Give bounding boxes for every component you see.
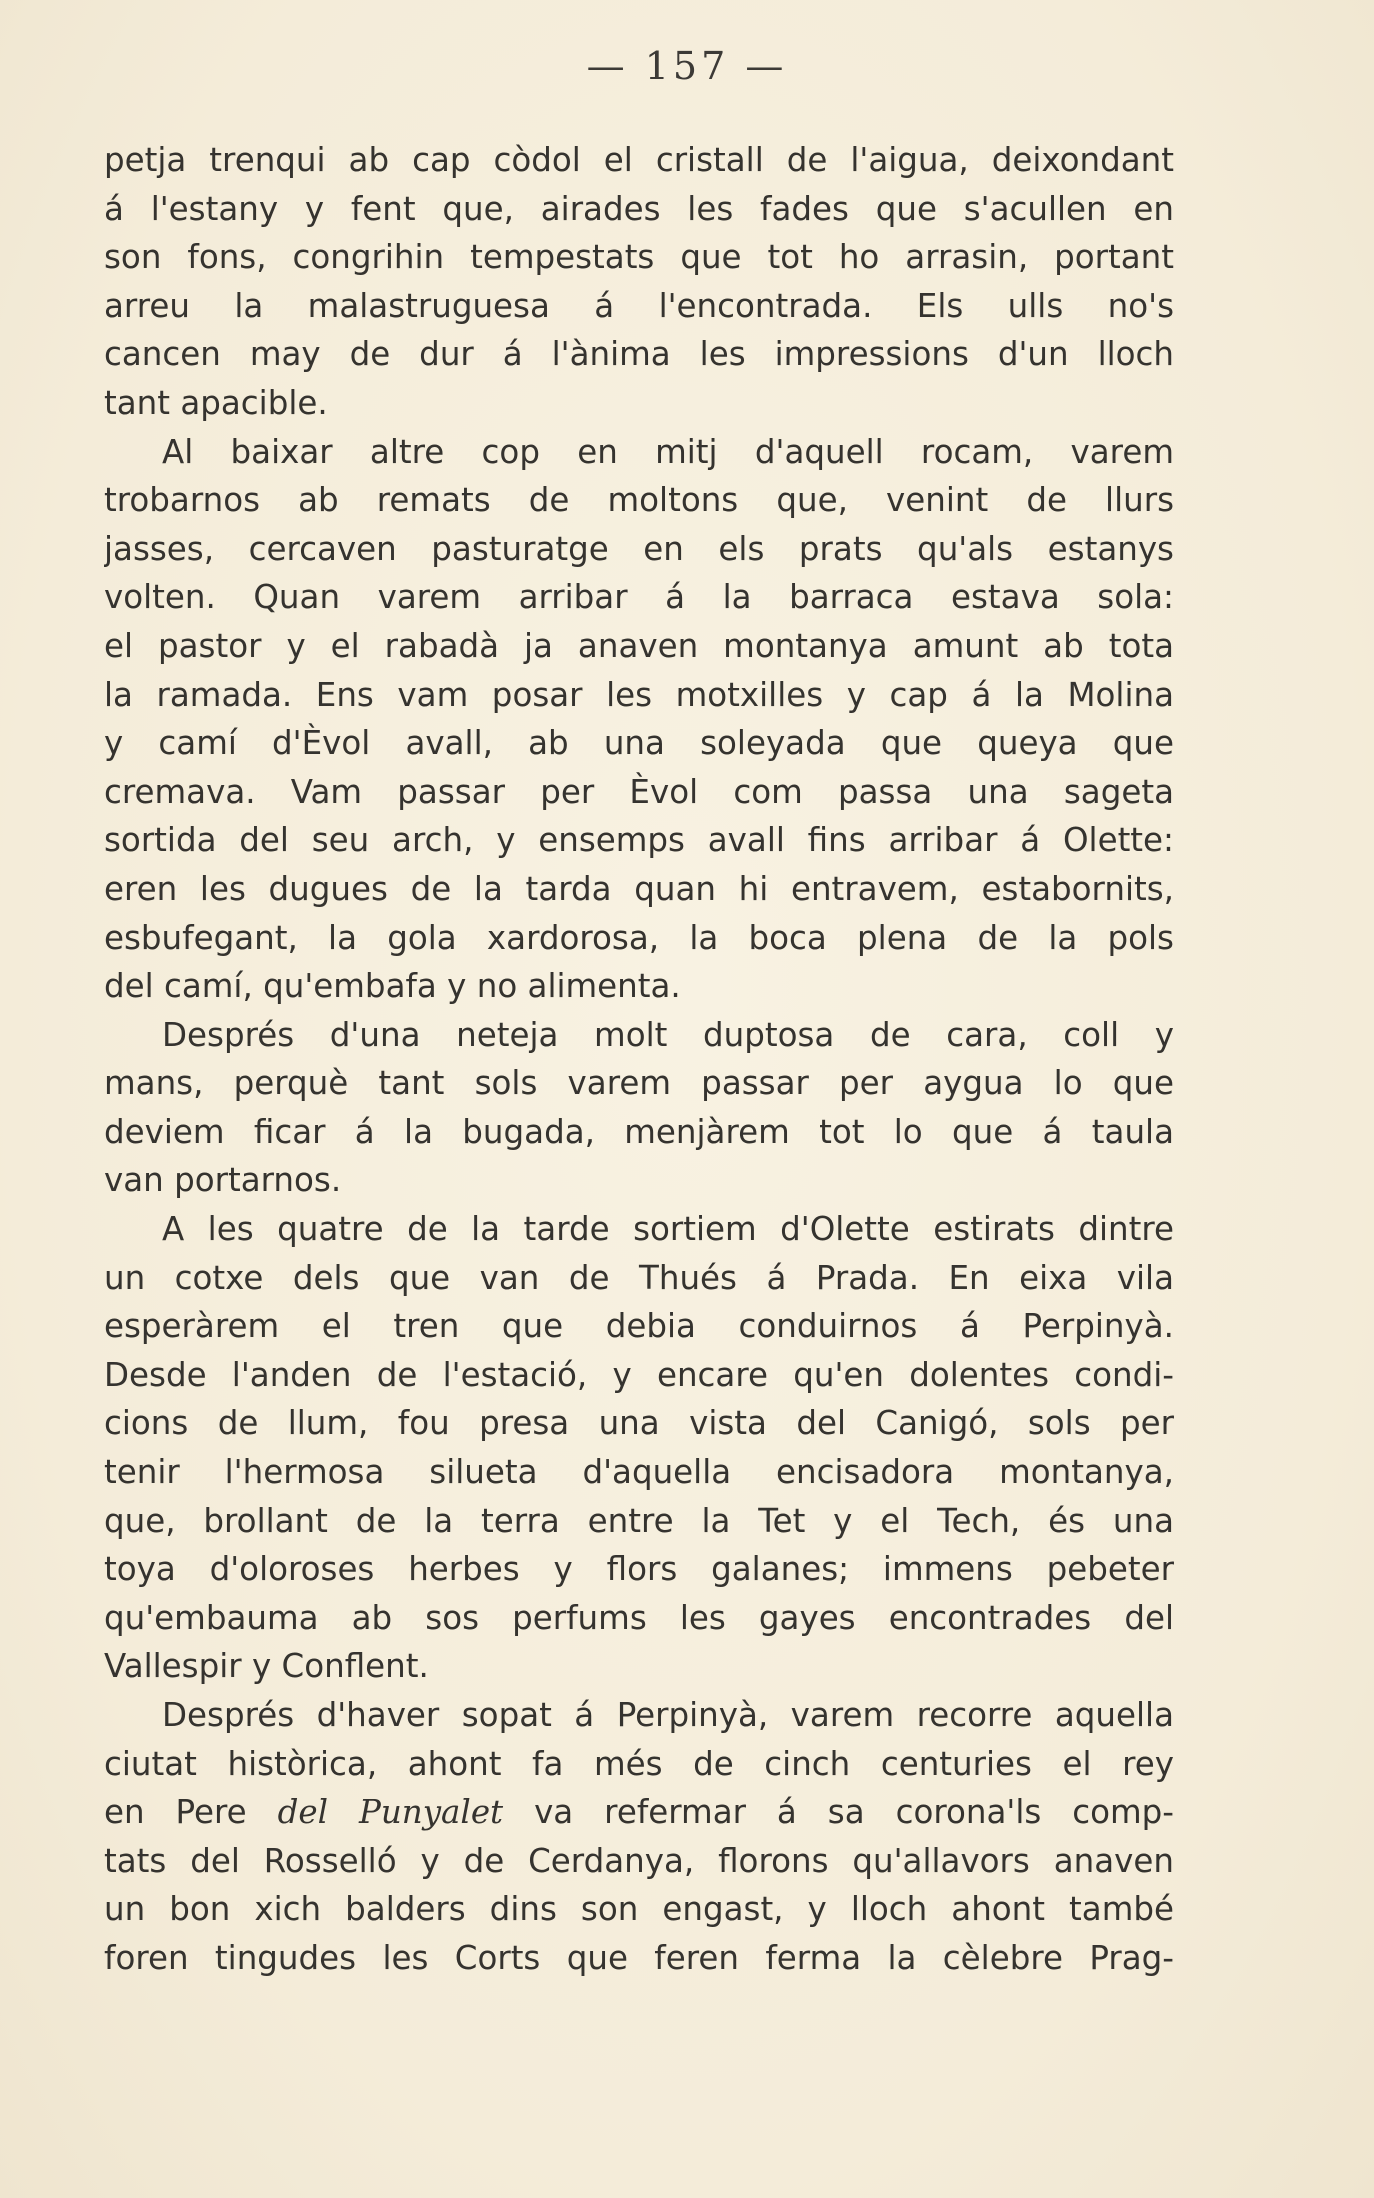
text-line: cions de llum, fou presa una vista del Canigó, sols per [104,1404,1174,1443]
text-line: eren les dugues de la tarda quan hi entravem, estabornits, [104,869,1174,908]
text-line: deviem ficar á la bugada, menjàrem tot lo que á taula [104,1112,1174,1151]
text-line: toya d'oloroses herbes y flors galanes; immens pebeter [104,1550,1174,1589]
text-line: petja trenqui ab cap còdol el cristall de l'aigua, deixondant [104,141,1174,179]
text-line: jasses, cercaven pasturatge en els prats qu'als estanys [104,529,1174,568]
text-line: del camí, qu'embafa y no alimenta. [104,967,681,1006]
text-line-with-italic [104,1788,1174,1837]
text-line: foren tingudes les Corts que feren ferma la cèlebre Prag- [104,1938,1174,1977]
text-line: á l'estany y fent que, airades les fades que s'acullen en [104,189,1174,228]
text-line: mans, perquè tant sols varem passar per aygua lo que [104,1064,1174,1103]
text-line: Després d'haver sopat á Perpinyà, varem recorre aquella [162,1696,1174,1734]
text-line: van portarnos. [104,1161,342,1200]
text-line: esperàrem el tren que debia conduirnos á Perpinyà. [104,1307,1174,1346]
text-line: tats del Rosselló y de Cerdanya, florons qu'allavors anaven [104,1841,1174,1880]
text-line: la ramada. Ens vam posar les motxilles y cap á la Molina [104,675,1174,714]
text-line: cancen may de dur á l'ànima les impressions d'un lloch [104,335,1174,374]
line-after: va refermar á sa corona'ls comp- [503,1793,1174,1832]
body-text [104,136,1174,1983]
text-line: arreu la malastruguesa á l'encontrada. Els ulls no's [104,286,1174,325]
text-line: volten. Quan varem arribar á la barraca estava sola: [104,578,1174,617]
text-line: son fons, congrihin tempestats que tot ho arrasin, portant [104,238,1174,277]
text-line: Desde l'anden de l'estació, y encare qu'en dolentes condi- [104,1355,1174,1394]
text-line: Després d'una neteja molt duptosa de cara, coll y [162,1015,1174,1054]
text-line: Al baixar altre cop en mitj d'aquell rocam, varem [162,432,1174,471]
text-line: cremava. Vam passar per Èvol com passa una sageta [104,772,1174,811]
text-line: esbufegant, la gola xardorosa, la boca plena de la pols [104,918,1174,957]
text-line: qu'embauma ab sos perfums les gayes encontrades del [104,1598,1174,1637]
text-line: trobarnos ab remats de moltons que, venint de llurs [104,481,1174,520]
text-line: ciutat històrica, ahont fa més de cinch centuries el rey [104,1744,1174,1783]
text-line: que, brollant de la terra entre la Tet y el Tech, és una [104,1501,1174,1540]
text-line: un bon xich balders dins son engast, y lloch ahont també [104,1890,1174,1929]
text-line: sortida del seu arch, y ensemps avall fins arribar á Olette: [104,821,1174,860]
italic-phrase: del Punyalet [277,1793,504,1832]
text-line: el pastor y el rabadà ja anaven montanya amunt ab tota [104,626,1174,665]
text-line: y camí d'Èvol avall, ab una soleyada que queya que [104,724,1174,763]
page-number: — 157 — [586,44,788,88]
text-line: tant apacible. [104,383,328,422]
text-line: un cotxe dels que van de Thués á Prada. En eixa vila [104,1258,1174,1297]
text-line: tenir l'hermosa silueta d'aquella encisadora montanya, [104,1453,1174,1492]
text-line: A les quatre de la tarde sortiem d'Olette estirats dintre [162,1210,1174,1249]
text-line: Vallespir y Conflent. [104,1647,429,1686]
line-before: en Pere [104,1793,278,1832]
